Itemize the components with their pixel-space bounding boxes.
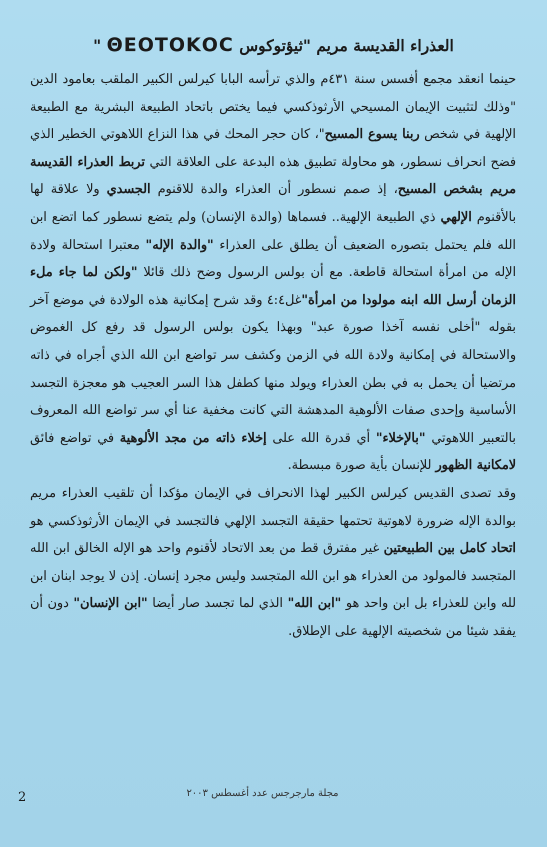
paragraph-text: أي قدرة الله على — [266, 430, 376, 446]
emphasized-text: إخلاء ذاته من مجد الألوهية — [119, 430, 267, 446]
article-body — [30, 66, 516, 645]
paragraph-text: في تواضع فائق — [30, 430, 120, 446]
emphasized-text: "ولكن لما جاء ملء الزمان أرسل الله ابنه مولودا من امرأة" — [30, 265, 516, 308]
paragraph-text: غير مفترق قط من بعد الاتحاد لأقنوم واحد هو الإله الخالق ابن الله المتجسد فالمولود من العذراء هو ابن الله المتجسد وليس مجرد إنسان. إذن لا يوجد ابنان ابن لله وابن للعذراء بل ابن واحد هو — [30, 541, 517, 612]
emphasized-text: "ابن الإنسان" — [73, 596, 148, 612]
emphasized-text: "ابن الله" — [287, 596, 342, 612]
emphasized-text: لامكانية الظهور — [435, 458, 516, 474]
emphasized-text: "والدة الإله" — [145, 237, 214, 253]
paragraph-text: معتبرا استحالة ولادة الإله من امرأة استحالة قاطعة. مع أن بولس الرسول وضح ذلك قائلا — [30, 237, 516, 281]
article-title — [20, 34, 527, 56]
emphasized-text: ربنا يسوع المسيح — [324, 127, 420, 143]
title-closing-quote: " — [93, 36, 102, 55]
emphasized-text: الإلهي — [440, 209, 472, 225]
emphasized-text: تربط العذراء القديسة مريم بشخص المسيح — [30, 154, 516, 198]
source-citation: مجلة مارجرجس عدد أغسطس ٢٠٠٣ — [186, 788, 339, 799]
page-number: 2 — [18, 790, 27, 805]
title-arabic: العذراء القديسة مريم "ثيؤتوكوس — [239, 36, 454, 55]
emphasized-text: اتحاد كامل بين الطبيعتين — [383, 541, 516, 557]
emphasized-text: الجسدي — [106, 182, 151, 198]
article-paragraph — [30, 66, 516, 480]
title-greek: ΘΕΟΤΟΚΟC — [106, 34, 234, 56]
emphasized-text: "بالإخلاء" — [375, 430, 426, 446]
paragraph-text: حينما انعقد مجمع أفسس سنة ٤٣١م والذي ترأسه البابا كيرلس الكبير الملقب بعامود الدين "وذلك لتثبيت الإيمان المسيحي الأرثوذكسي فيما يختص باتحاد الطبيعة البشرية مع الطبيعة الإلهية في شخص — [30, 72, 516, 143]
paragraph-text: ذي الطبيعة الإلهية.. فسماها (والدة الإنسان) ولم يتضع نسطور كما اتضع ابن الله فلم يحتمل بتصوره الضعيف أن يطلق على العذراء — [30, 209, 516, 253]
paragraph-text: وقد تصدى القديس كيرلس الكبير لهذا الانحراف في الإيمان مؤكدا أن تلقيب العذراء مريم بوالدة الإله ضرورة لاهوتية تحتمها حقيقة التجسد الإلهي فالتجسد في الإيمان الأرثوذكسي هو — [30, 485, 516, 529]
page-footer — [18, 786, 507, 816]
paragraph-text: "، كان حجر المحك في هذا النزاع اللاهوتي الخطير الذي فضح انحراف نسطور، هو محاولة تطبيق هذه البدعة على العلاقة التي — [30, 127, 517, 170]
article-paragraph — [30, 480, 516, 646]
paragraph-text: للإنسان بأية صورة مبسطة. — [287, 458, 436, 474]
paragraph-text: ولا علاقة لها بالأقنوم — [30, 182, 517, 225]
paragraph-text: ، إذ صمم نسطور أن العذراء والدة للاقنوم — [150, 182, 398, 198]
paragraph-text: غل٤:٤ وقد شرح إمكانية هذه الولادة في موضع آخر بقوله "أخلى نفسه آخذا صورة عبد" وبهذا يكون بولس الرسول قد رفع كل الغموض والاستحالة في إمكانية ولادة الله في الزمن وكشف سر تواضع ابن الله الذي أجراه في ذاته مرتضيا أن يحمل به في بطن العذراء ويولد منها كطفل هذا السر العجيب هو معجزة التجسد الأساسية وإحدى صفات الألوهية المدهشة التي كانت مخفية عنا أي سر تواضع الله المعروف بالتعبير اللاهوتي — [30, 292, 516, 446]
paragraph-text: دون أن يفقد شيئا من شخصيته الإلهية على الإطلاق. — [30, 596, 516, 639]
paragraph-text: الذي لما تجسد صار أيضا — [147, 596, 288, 612]
